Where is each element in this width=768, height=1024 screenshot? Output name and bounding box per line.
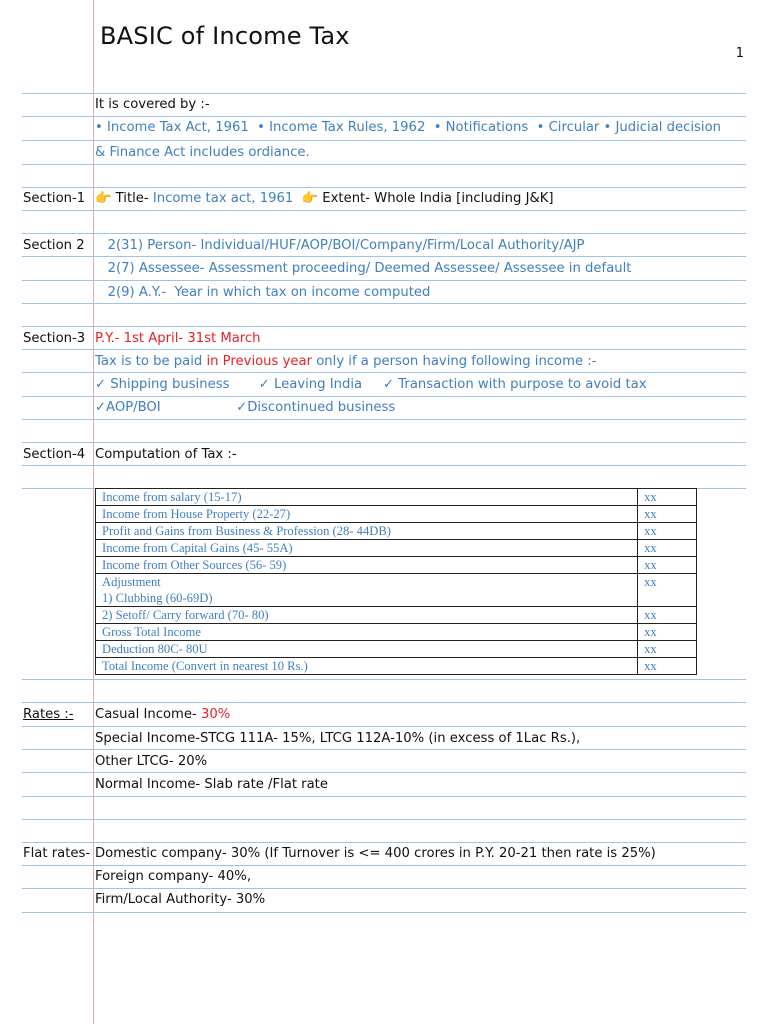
ruled-line [22, 465, 746, 466]
ruled-line [22, 888, 746, 889]
rates-label: Rates :- [23, 707, 74, 722]
text-segment: P.Y.- 1st April- 31st March [95, 331, 261, 346]
text-segment: ✓ Shipping business ✓ Leaving India ✓ Transaction with purpose to avoid tax [95, 377, 647, 392]
section-4-line [95, 447, 237, 462]
ruled-line [22, 702, 746, 703]
pointing-hand-icon: 👉 [301, 191, 323, 206]
ruled-line [22, 865, 746, 866]
page-title: BASIC of Income Tax [100, 22, 350, 50]
flat-rates-label: Flat rates- [23, 846, 91, 861]
text-segment: only if a person having following income :- [312, 354, 597, 369]
row-head-line: Total Income (Convert in nearest 10 Rs.) [102, 659, 308, 673]
table-row [96, 624, 697, 641]
text-segment: It is covered by :- [95, 97, 210, 112]
row-head-line: Income from House Property (22-27) [102, 507, 291, 521]
ruled-line [22, 164, 746, 165]
text-segment: Computation of Tax :- [95, 447, 237, 462]
ruled-line [22, 842, 746, 843]
row-head-line: Gross Total Income [102, 625, 201, 639]
section-1-line [95, 191, 554, 206]
row-head-line: Income from Other Sources (56- 59) [102, 558, 287, 572]
ruled-line [22, 116, 746, 117]
text-segment: 30% [200, 707, 231, 722]
pointing-hand-icon: 👉 [95, 191, 116, 206]
text-segment: ✓AOP/BOI ✓Discontinued business [95, 400, 396, 415]
text-segment: Other LTCG- 20% [95, 754, 208, 769]
ruled-line [22, 912, 746, 913]
row-head [96, 540, 638, 557]
text-segment: • Income Tax Act, 1961 • Income Tax Rules, 1962 • Notifications • Circular • Judicial decision [95, 120, 722, 135]
table-row [96, 506, 697, 523]
row-head [96, 574, 638, 607]
table-row [96, 523, 697, 540]
section-2-label: Section 2 [23, 238, 85, 253]
rates-other-ltcg [95, 754, 207, 769]
table-row [96, 489, 697, 506]
ruled-line [22, 679, 746, 680]
row-value: xx [638, 557, 697, 574]
text-segment: Title- [115, 191, 153, 206]
row-value: xx [638, 540, 697, 557]
ruled-line [22, 280, 746, 281]
table-row [96, 540, 697, 557]
margin-line [93, 0, 94, 1024]
row-head-line: Income from salary (15-17) [102, 490, 242, 504]
row-head [96, 658, 638, 675]
row-value: xx [638, 624, 697, 641]
text-segment: Normal Income- Slab rate /Flat rate [95, 777, 328, 792]
ruled-line [22, 326, 746, 327]
ruled-line [22, 93, 746, 94]
row-head-line: 1) Clubbing (60-69D) [102, 591, 213, 605]
row-value: xx [638, 574, 697, 607]
row-head [96, 506, 638, 523]
text-segment: Firm/Local Authority- 30% [95, 892, 266, 907]
section-3-label: Section-3 [23, 331, 86, 346]
row-head-line: Profit and Gains from Business & Profession (28- 44DB) [102, 524, 391, 538]
row-value: xx [638, 506, 697, 523]
text-segment: Casual Income- [95, 707, 201, 722]
flat-firm [95, 892, 265, 907]
text-segment: Foreign company- 40%, [95, 869, 252, 884]
row-head [96, 489, 638, 506]
text-segment: 2(7) Assessee- Assessment proceeding/ Deemed Assessee/ Assessee in default [95, 261, 632, 276]
ruled-line [22, 303, 746, 304]
section-3-tax-line [95, 354, 596, 369]
table-row [96, 557, 697, 574]
rates-casual [95, 707, 230, 722]
section-3-cases-2 [95, 400, 395, 415]
section-2-ay [95, 285, 430, 300]
ruled-line [22, 372, 746, 373]
row-value: xx [638, 641, 697, 658]
text-segment: 2(9) A.Y.- Year in which tax on income computed [95, 285, 431, 300]
row-head [96, 641, 638, 658]
text-segment: 2(31) Person- Individual/HUF/AOP/BOI/Company/Firm/Local Authority/AJP [95, 238, 585, 253]
page-number: 1 [735, 46, 744, 61]
row-head-line: Income from Capital Gains (45- 55A) [102, 541, 293, 555]
section-2-assessee [95, 261, 631, 276]
ruled-line [22, 726, 746, 727]
table-row [96, 607, 697, 624]
sources-line-2 [95, 145, 310, 160]
row-head-line: 2) Setoff/ Carry forward (70- 80) [102, 608, 269, 622]
row-head [96, 557, 638, 574]
ruled-line [22, 442, 746, 443]
ruled-line [22, 233, 746, 234]
row-value: xx [638, 489, 697, 506]
row-value: xx [638, 523, 697, 540]
ruled-line [22, 210, 746, 211]
ruled-line [22, 349, 746, 350]
ruled-line [22, 772, 746, 773]
row-value: xx [638, 658, 697, 675]
table-row [96, 658, 697, 675]
row-head [96, 523, 638, 540]
text-segment: Tax is to be paid [95, 354, 207, 369]
row-head-line: Adjustment [102, 575, 161, 589]
ruled-line [22, 396, 746, 397]
sources-line-1 [95, 120, 721, 135]
text-segment: Income tax act, 1961 [152, 191, 302, 206]
text-segment: & Finance Act includes ordiance. [95, 145, 310, 160]
row-head [96, 607, 638, 624]
section-4-label: Section-4 [23, 447, 86, 462]
section-1-label: Section-1 [23, 191, 86, 206]
text-segment: Domestic company- 30% (If Turnover is <= 400 crores in P.Y. 20-21 then rate is 25%) [95, 846, 656, 861]
section-3-cases-1 [95, 377, 647, 392]
text-segment: Extent- Whole India [including J&K] [322, 191, 554, 206]
rates-normal [95, 777, 328, 792]
computation-table [95, 488, 697, 675]
ruled-line [22, 819, 746, 820]
ruled-line [22, 256, 746, 257]
text-segment: in Previous year [206, 354, 313, 369]
row-head-line: Deduction 80C- 80U [102, 642, 208, 656]
covered-line [95, 97, 210, 112]
rates-special [95, 731, 580, 746]
flat-domestic [95, 846, 656, 861]
table-row [96, 641, 697, 658]
flat-foreign [95, 869, 251, 884]
ruled-line [22, 749, 746, 750]
section-2-person [95, 238, 585, 253]
table-row [96, 574, 697, 607]
row-value: xx [638, 607, 697, 624]
section-3-py [95, 331, 261, 346]
ruled-line [22, 187, 746, 188]
text-segment: Special Income-STCG 111A- 15%, LTCG 112A-10% (in excess of 1Lac Rs.), [95, 731, 581, 746]
row-head [96, 624, 638, 641]
ruled-line [22, 140, 746, 141]
ruled-line [22, 796, 746, 797]
ruled-line [22, 419, 746, 420]
